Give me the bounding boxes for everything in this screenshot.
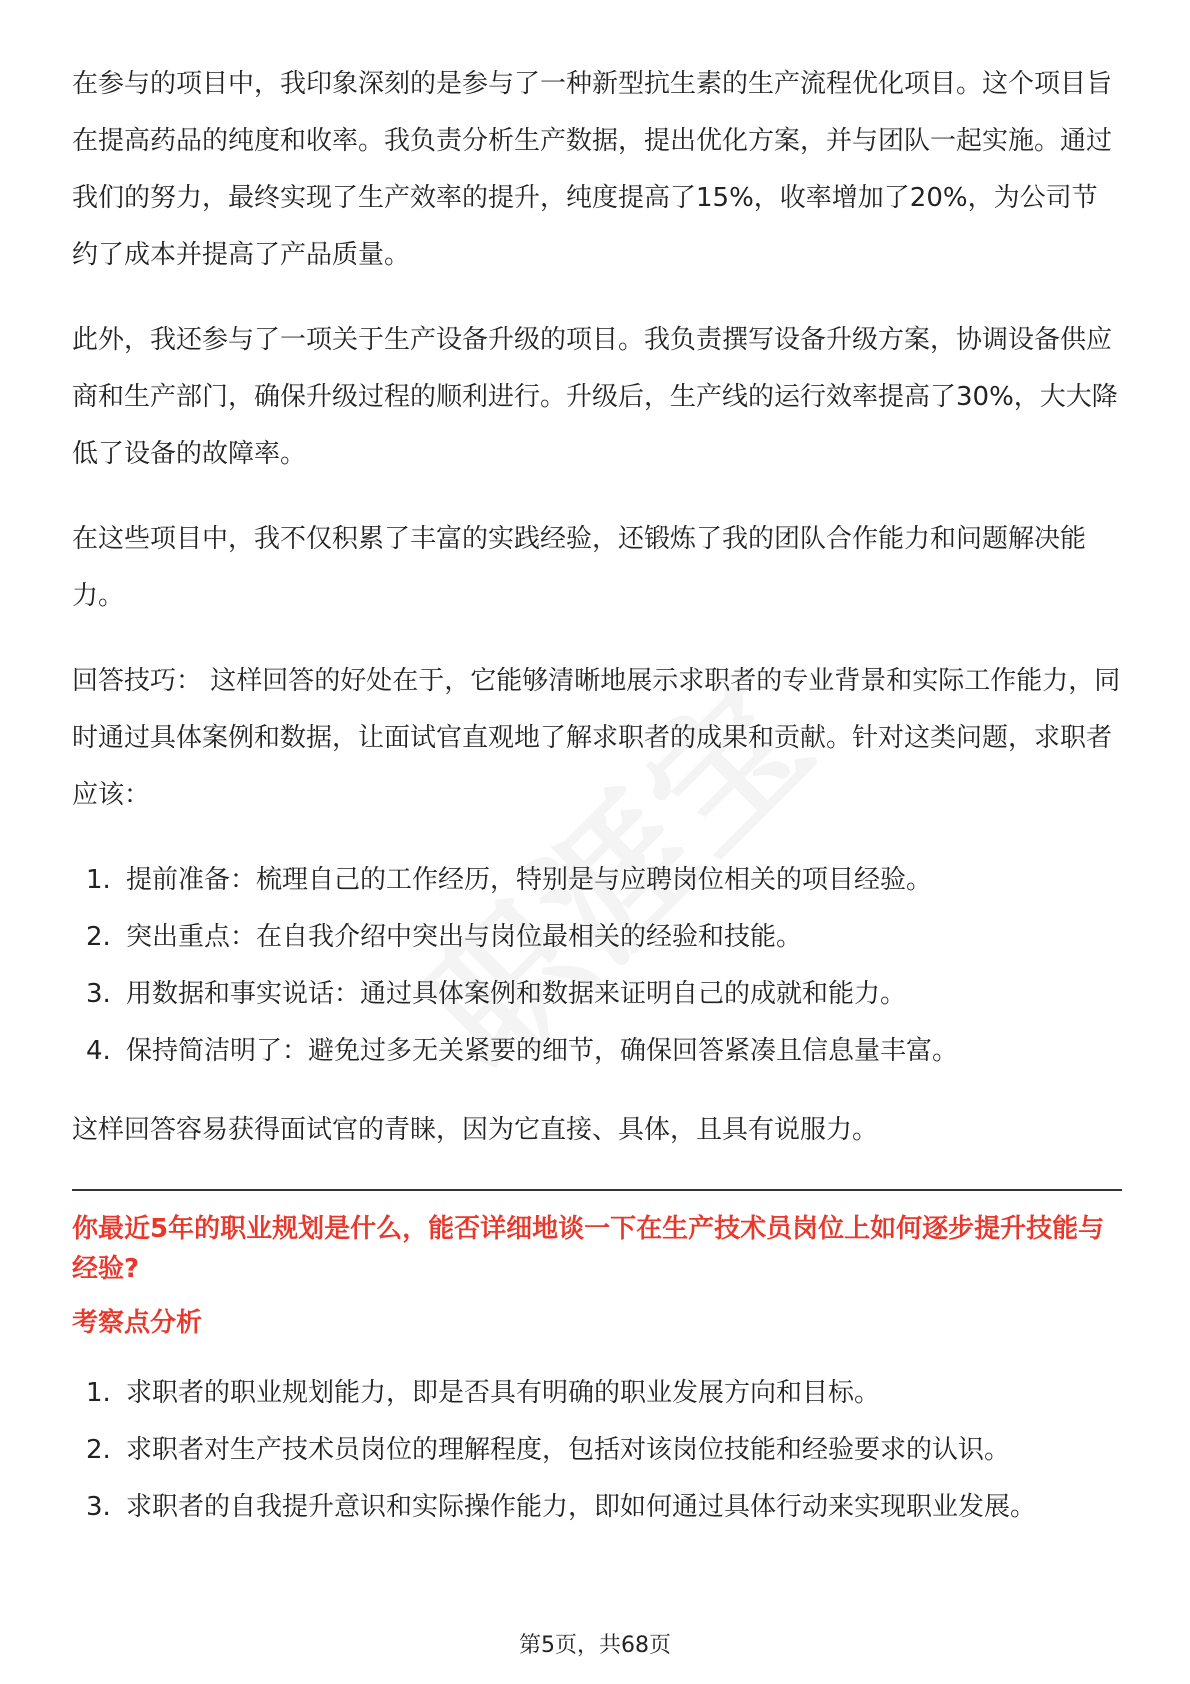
question-heading: 你最近5年的职业规划是什么，能否详细地谈一下在生产技术员岗位上如何逐步提升技能与经验?: [72, 1214, 1105, 1284]
list-item: [72, 1365, 1122, 1422]
list-number: 2.: [86, 922, 111, 952]
list-number: 3.: [86, 1492, 111, 1522]
page-footer: 第5页，共68页: [519, 1633, 671, 1658]
page-content: [72, 56, 1122, 1558]
list-number: 1.: [86, 1378, 111, 1408]
list-number: 4.: [86, 1036, 111, 1066]
analysis-list: [72, 1365, 1122, 1536]
list-text: 突出重点：在自我介绍中突出与岗位最相关的经验和技能。: [126, 922, 803, 952]
list-item: [72, 1023, 1122, 1080]
analysis-heading: 考察点分析: [72, 1308, 203, 1338]
section-divider: [72, 1189, 1122, 1191]
list-text: 求职者对生产技术员岗位的理解程度，包括对该岗位技能和经验要求的认识。: [126, 1435, 1011, 1465]
paragraph-project-antibiotic: 在参与的项目中，我印象深刻的是参与了一种新型抗生素的生产流程优化项目。这个项目旨在提高药品的纯度和收率。我负责分析生产数据，提出优化方案，并与团队一起实施。通过我们的努力，最终实现了生产效率的提升，纯度提高了15%，收率增加了20%，为公司节约了成本并提高了产品质量。: [72, 69, 1113, 270]
list-text: 求职者的自我提升意识和实际操作能力，即如何通过具体行动来实现职业发展。: [126, 1492, 1037, 1522]
list-item: [72, 966, 1122, 1023]
list-text: 求职者的职业规划能力，即是否具有明确的职业发展方向和目标。: [126, 1378, 881, 1408]
list-number: 2.: [86, 1435, 111, 1465]
list-number: 1.: [86, 865, 111, 895]
list-text: 用数据和事实说话：通过具体案例和数据来证明自己的成就和能力。: [126, 979, 907, 1009]
list-item: [72, 852, 1122, 909]
list-item: [72, 909, 1122, 966]
list-item: [72, 1479, 1122, 1536]
paragraph-closing: 这样回答容易获得面试官的青睐，因为它直接、具体，且具有说服力。: [72, 1115, 879, 1145]
tips-list: [72, 852, 1122, 1080]
paragraph-project-equipment: 此外，我还参与了一项关于生产设备升级的项目。我负责撰写设备升级方案，协调设备供应商和生产部门，确保升级过程的顺利进行。升级后，生产线的运行效率提高了30%，大大降低了设备的故障率。: [72, 325, 1118, 469]
list-item: [72, 1422, 1122, 1479]
list-text: 保持简洁明了：避免过多无关紧要的细节，确保回答紧凑且信息量丰富。: [126, 1036, 959, 1066]
paragraph-answer-tips: 回答技巧： 这样回答的好处在于，它能够清晰地展示求职者的专业背景和实际工作能力，同时通过具体案例和数据，让面试官直观地了解求职者的成果和贡献。针对这类问题，求职者应该：: [72, 666, 1121, 810]
list-text: 提前准备：梳理自己的工作经历，特别是与应聘岗位相关的项目经验。: [126, 865, 933, 895]
list-number: 3.: [86, 979, 111, 1009]
paragraph-experience-summary: 在这些项目中，我不仅积累了丰富的实践经验，还锻炼了我的团队合作能力和问题解决能力。: [72, 524, 1087, 611]
